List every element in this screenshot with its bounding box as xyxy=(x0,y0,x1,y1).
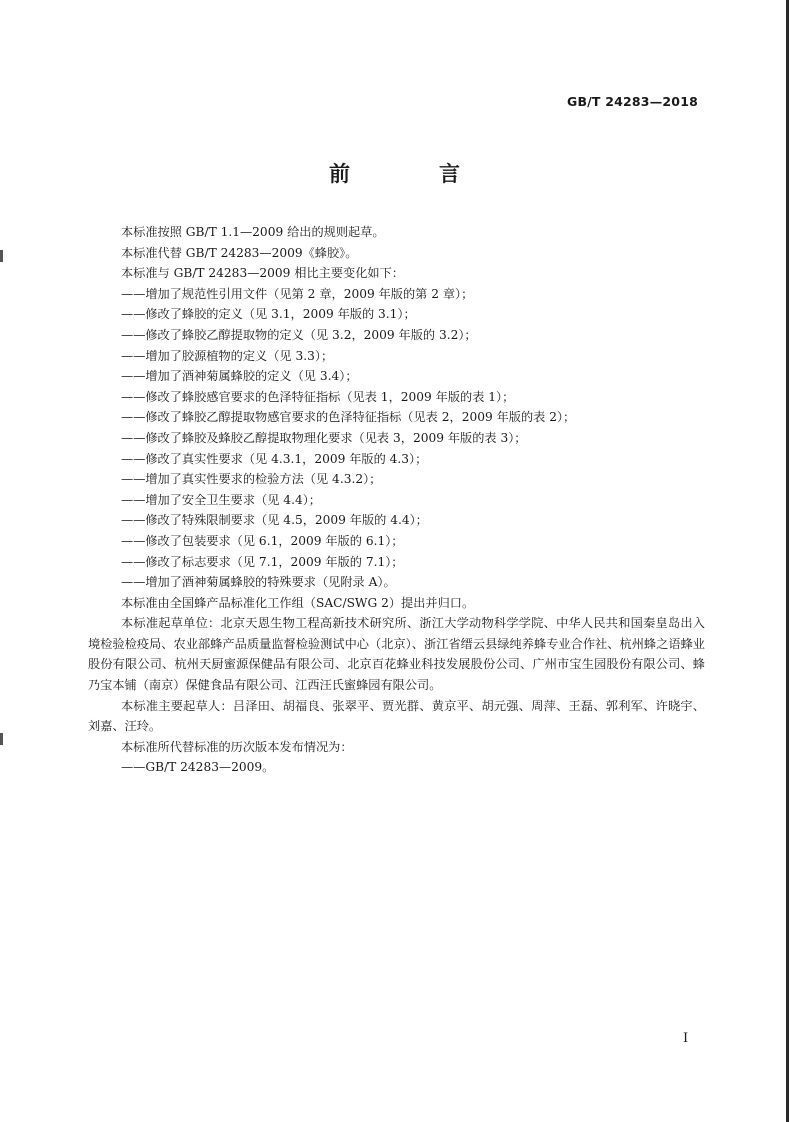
standard-number: GB/T 24283—2018 xyxy=(566,94,698,109)
margin-tick xyxy=(0,733,3,745)
margin-tick xyxy=(0,250,3,262)
change-item: ——修改了标志要求（见 7.1，2009 年版的 7.1）； xyxy=(121,554,404,569)
drafters-paragraph: 本标准主要起草人：吕泽田、胡福良、张翠平、贾光群、黄京平、胡元强、周萍、王磊、郭利军、许晓宇、刘嘉、汪玲。 xyxy=(88,698,705,734)
page-title: 前 言 xyxy=(329,162,494,186)
history-item: ——GB/T 24283—2009。 xyxy=(121,760,275,775)
page-number: I xyxy=(683,1031,689,1046)
intro-paragraph: 本标准按照 GB/T 1.1—2009 给出的规则起草。 xyxy=(121,225,385,239)
change-item: ——增加了酒神菊属蜂胶的特殊要求（见附录 A）。 xyxy=(121,575,396,590)
change-item: ——修改了蜂胶的定义（见 3.1，2009 年版的 3.1）； xyxy=(121,307,416,322)
body-text xyxy=(88,222,705,778)
change-item: ——修改了蜂胶感官要求的色泽特征指标（见表 1，2009 年版的表 1）； xyxy=(121,389,515,404)
intro-paragraph: 本标准与 GB/T 24283—2009 相比主要变化如下： xyxy=(121,266,404,281)
drafting-units-paragraph: 本标准起草单位：北京天恩生物工程高新技术研究所、浙江大学动物科学学院、中华人民共和国秦皇岛出入境检验检疫局、农业部蜂产品质量监督检验测试中心（北京）、浙江省缙云县绿纯养蜂专业合作社、杭州蜂之语蜂业股份有限公司、杭州天厨蜜源保健品有限公司、北京百花蜂业科技发展股份公司、广州市宝生园股份有限公司、蜂乃宝本铺（南京）保健食品有限公司、江西汪氏蜜蜂园有限公司。 xyxy=(88,616,705,693)
intro-paragraph: 本标准代替 GB/T 24283—2009《蜂胶》。 xyxy=(121,245,358,260)
change-item: ——增加了真实性要求的检验方法（见 4.3.2）； xyxy=(121,472,382,487)
change-item: ——增加了胶源植物的定义（见 3.3）； xyxy=(121,348,334,363)
change-item: ——修改了蜂胶乙醇提取物感官要求的色泽特征指标（见表 2，2009 年版的表 2）； xyxy=(121,410,576,425)
change-item: ——修改了蜂胶及蜂胶乙醇提取物理化要求（见表 3，2009 年版的表 3）； xyxy=(121,430,527,445)
change-item: ——修改了包装要求（见 6.1，2009 年版的 6.1）； xyxy=(121,533,404,548)
change-item: ——修改了真实性要求（见 4.3.1，2009 年版的 4.3）； xyxy=(121,451,428,466)
history-intro-paragraph: 本标准所代替标准的历次版本发布情况为： xyxy=(121,739,353,754)
change-item: ——增加了酒神菊属蜂胶的定义（见 3.4）； xyxy=(121,369,358,384)
change-item: ——增加了规范性引用文件（见第 2 章，2009 年版的第 2 章）； xyxy=(121,286,474,301)
proposer-paragraph: 本标准由全国蜂产品标准化工作组（SAC/SWG 2）提出并归口。 xyxy=(121,595,475,610)
change-item: ——修改了特殊限制要求（见 4.5，2009 年版的 4.4）； xyxy=(121,513,428,528)
change-item: ——增加了安全卫生要求（见 4.4）； xyxy=(121,492,321,507)
change-item: ——修改了蜂胶乙醇提取物的定义（见 3.2，2009 年版的 3.2）； xyxy=(121,327,477,342)
